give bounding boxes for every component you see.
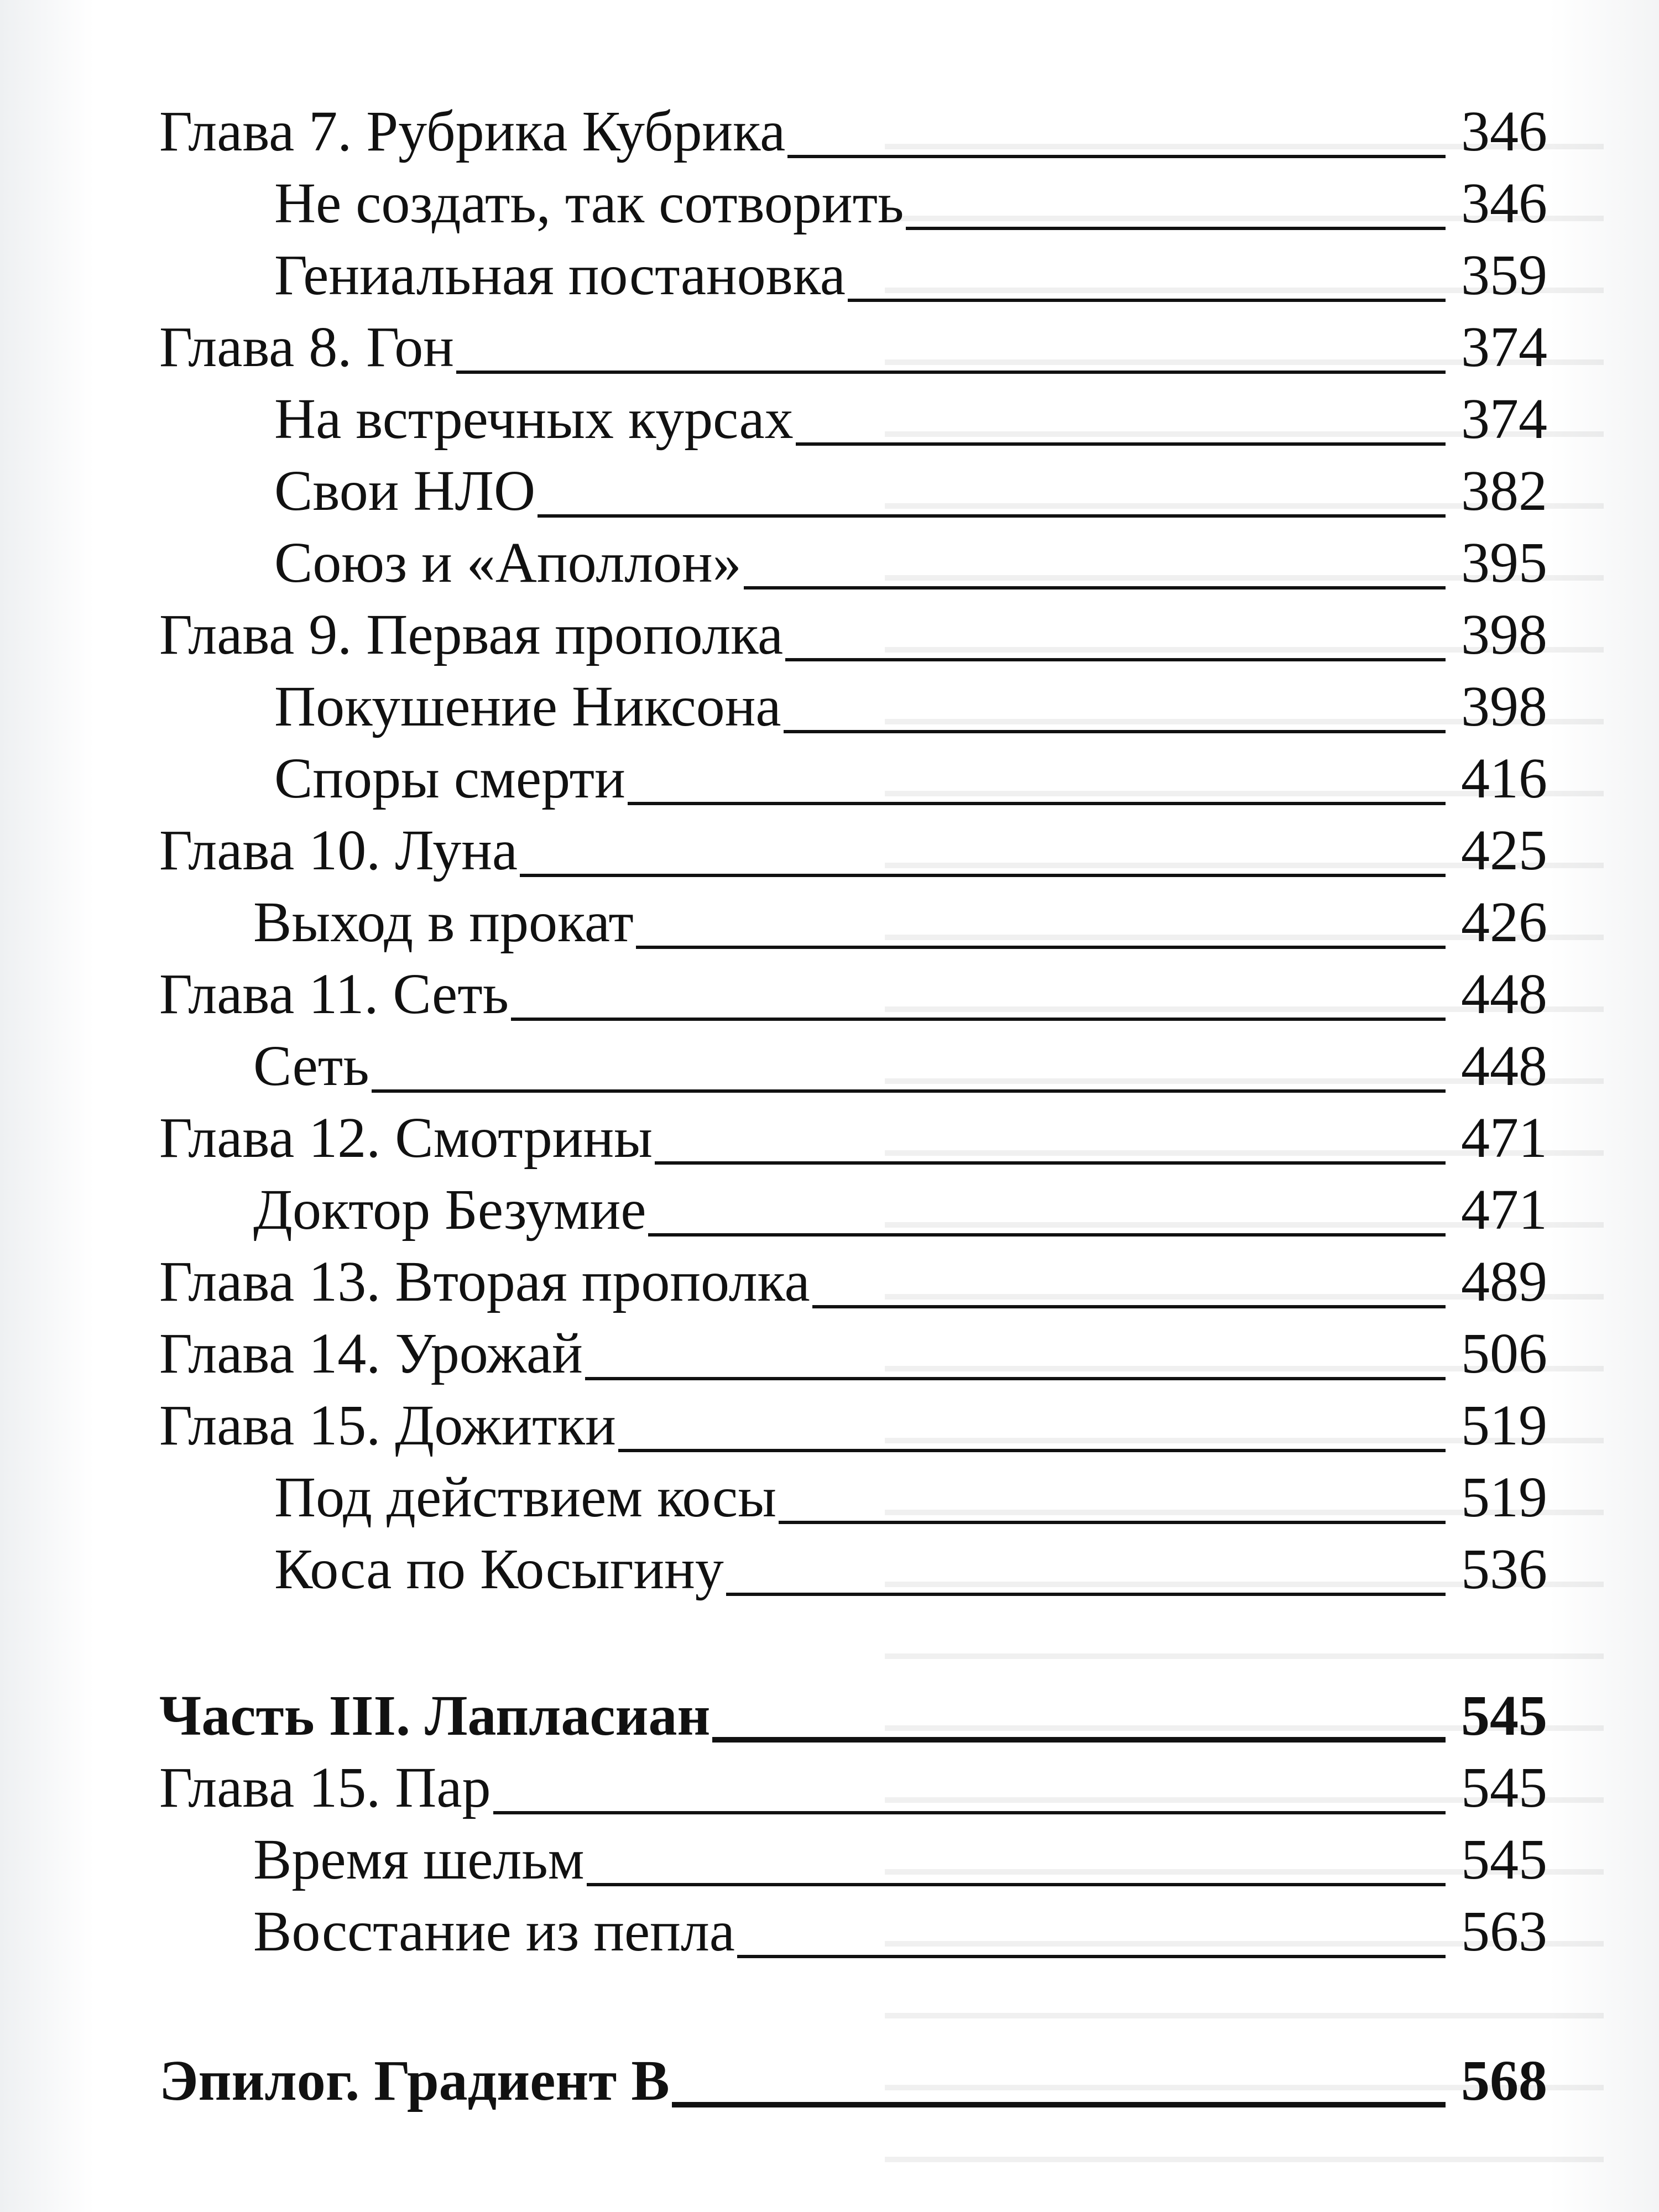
toc-entry-section (159, 1023, 1547, 1098)
toc-entry-page: 563 (1461, 1900, 1547, 1963)
toc-leader-line (655, 1161, 1446, 1165)
toc-leader-line (712, 1737, 1446, 1743)
toc-leader-line (628, 802, 1446, 805)
toc-entry-section (159, 1167, 1547, 1239)
toc-entry-title: Не создать, так сотворить (274, 171, 904, 235)
table-of-contents (159, 88, 1547, 2110)
toc-entry-section (159, 520, 1547, 592)
toc-entry-page: 568 (1461, 2049, 1547, 2112)
toc-entry-page: 398 (1461, 675, 1547, 738)
toc-leader-line (538, 514, 1446, 518)
toc-leader-line (779, 1521, 1446, 1524)
toc-entry-title: Восстание из пепла (253, 1900, 735, 1963)
toc-entry-chapter-11 (159, 951, 1547, 1026)
toc-entry-page: 374 (1461, 387, 1547, 451)
toc-entry-title: Глава 8. Гон (159, 315, 454, 379)
toc-leader-line (737, 1955, 1446, 1958)
toc-entry-page: 398 (1461, 603, 1547, 666)
toc-entry-section (159, 160, 1547, 235)
toc-leader-line (585, 1377, 1446, 1380)
toc-entry-page: 426 (1461, 890, 1547, 954)
toc-entry-title: На встречных курсах (274, 387, 794, 451)
toc-entry-chapter-10 (159, 807, 1547, 882)
toc-entry-title: Глава 14. Урожай (159, 1322, 583, 1385)
toc-entry-section (159, 664, 1547, 738)
toc-entry-title: Глава 15. Дожитки (159, 1394, 616, 1457)
toc-leader-line (618, 1449, 1446, 1452)
toc-leader-line (787, 155, 1446, 158)
toc-leader-line (906, 227, 1446, 230)
toc-entry-section (159, 879, 1547, 954)
toc-entry-title: Глава 11. Сеть (159, 962, 509, 1026)
toc-entry-title: Споры смерти (274, 747, 625, 810)
toc-leader-line (812, 1305, 1446, 1308)
toc-entry-section (159, 1817, 1547, 1891)
toc-entry-page: 489 (1461, 1250, 1547, 1313)
toc-entry-title: Свои НЛО (274, 459, 536, 523)
toc-entry-title: Эпилог. Градиент В (159, 2049, 670, 2112)
toc-entry-section (159, 1888, 1547, 1963)
toc-entry-title: Выход в прокат (253, 890, 634, 954)
toc-entry-title: Глава 12. Смотрины (159, 1106, 653, 1170)
toc-entry-title: Гениальная постановка (274, 243, 846, 307)
toc-entry-page: 519 (1461, 1465, 1547, 1529)
toc-entry-page: 519 (1461, 1394, 1547, 1457)
toc-entry-chapter-15 (159, 1383, 1547, 1457)
toc-entry-part-3 (159, 1673, 1547, 1745)
toc-entry-chapter-13 (159, 1239, 1547, 1311)
toc-leader-line (372, 1089, 1446, 1093)
toc-entry-page: 471 (1461, 1178, 1547, 1241)
toc-entry-section (159, 1454, 1547, 1529)
toc-leader-line (648, 1233, 1446, 1237)
toc-entry-page: 545 (1461, 1684, 1547, 1747)
toc-entry-title: Часть III. Лапласиан (159, 1684, 711, 1747)
toc-leader-line (785, 658, 1446, 661)
toc-entry-title: Глава 10. Луна (159, 818, 518, 882)
toc-entry-page: 346 (1461, 171, 1547, 235)
toc-entry-title: Время шельм (253, 1828, 585, 1891)
toc-entry-page: 374 (1461, 315, 1547, 379)
toc-entry-page: 359 (1461, 243, 1547, 307)
toc-leader-line (796, 442, 1446, 446)
toc-entry-title: Доктор Безумие (253, 1178, 646, 1241)
toc-entry-title: Глава 15. Пар (159, 1756, 491, 1819)
toc-leader-line (587, 1883, 1446, 1886)
toc-entry-section (159, 232, 1547, 307)
toc-leader-line (493, 1811, 1446, 1814)
toc-entry-title: Глава 13. Вторая прополка (159, 1250, 810, 1313)
toc-leader-line (520, 874, 1446, 877)
toc-entry-chapter-8 (159, 304, 1547, 379)
toc-leader-line (456, 371, 1446, 374)
toc-entry-title: Союз и «Аполлон» (274, 531, 742, 594)
toc-entry-chapter-9 (159, 592, 1547, 664)
toc-entry-section (159, 448, 1547, 523)
toc-entry-page: 395 (1461, 531, 1547, 594)
toc-entry-title: Под действием косы (274, 1465, 776, 1529)
toc-entry-epilogue (159, 2038, 1547, 2110)
toc-entry-page: 506 (1461, 1322, 1547, 1385)
toc-leader-line (744, 586, 1446, 589)
toc-entry-page: 545 (1461, 1828, 1547, 1891)
toc-leader-line (848, 299, 1446, 302)
toc-entry-page: 545 (1461, 1756, 1547, 1819)
toc-entry-chapter-7 (159, 88, 1547, 163)
toc-entry-page: 425 (1461, 818, 1547, 882)
toc-leader-line (726, 1593, 1446, 1596)
toc-entry-title: Коса по Косыгину (274, 1537, 724, 1601)
toc-entry-page: 416 (1461, 747, 1547, 810)
toc-entry-title: Сеть (253, 1034, 369, 1098)
toc-entry-page: 471 (1461, 1106, 1547, 1170)
toc-entry-page: 346 (1461, 100, 1547, 163)
toc-entry-page: 536 (1461, 1537, 1547, 1601)
toc-entry-page: 448 (1461, 1034, 1547, 1098)
toc-leader-line (784, 730, 1446, 733)
toc-entry-chapter-12 (159, 1095, 1547, 1170)
toc-entry-page: 382 (1461, 459, 1547, 523)
toc-entry-section (159, 735, 1547, 810)
toc-entry-title: Глава 7. Рубрика Кубрика (159, 100, 786, 163)
toc-leader-line (672, 2102, 1446, 2107)
toc-leader-line (511, 1018, 1446, 1021)
toc-entry-title: Глава 9. Первая прополка (159, 603, 784, 666)
toc-entry-chapter-14 (159, 1311, 1547, 1383)
section-spacer (159, 1960, 1547, 2038)
toc-entry-page: 448 (1461, 962, 1547, 1026)
toc-entry-title: Покушение Никсона (274, 675, 781, 738)
toc-entry-section (159, 376, 1547, 451)
toc-leader-line (636, 946, 1446, 949)
toc-entry-chapter-15-par (159, 1745, 1547, 1817)
section-spacer (159, 1598, 1547, 1673)
toc-entry-section (159, 1526, 1547, 1601)
